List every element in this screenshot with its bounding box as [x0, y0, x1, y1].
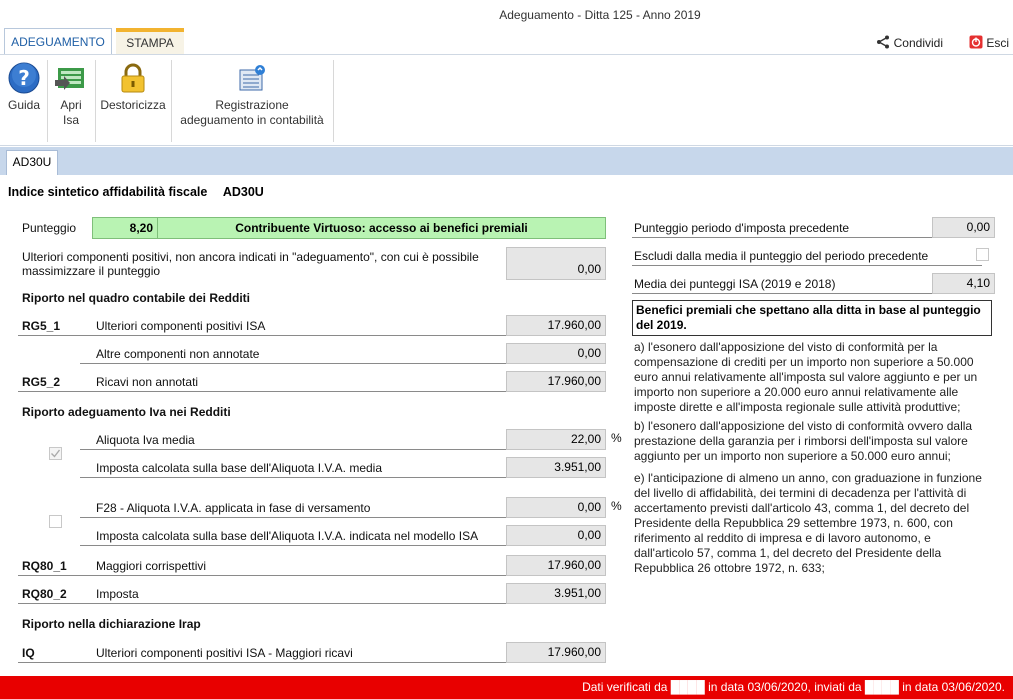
page-title-code: AD30U — [222, 185, 264, 199]
iva-section-title: Riporto adeguamento Iva nei Redditi — [22, 405, 231, 419]
divider — [18, 335, 508, 336]
divider — [18, 575, 508, 576]
iq-field[interactable]: 17.960,00 — [506, 642, 606, 663]
apri-isa-label-2: Isa — [62, 113, 79, 127]
divider — [80, 545, 508, 546]
svg-text:?: ? — [18, 66, 30, 90]
rq80-1-label: Maggiori corrispettivi — [96, 559, 207, 573]
aliquota-field[interactable]: 22,00 — [506, 429, 606, 450]
rg5-2-field[interactable]: 17.960,00 — [506, 371, 606, 392]
rg5-1-field[interactable]: 17.960,00 — [506, 315, 606, 336]
lock-icon — [117, 62, 149, 94]
registrazione-button[interactable] — [174, 62, 330, 128]
divider — [80, 449, 508, 450]
exit-button[interactable] — [969, 35, 1009, 50]
ribbon-separator — [95, 60, 96, 142]
punteggio-value: 8,20 — [92, 217, 158, 239]
divider — [18, 391, 508, 392]
divider — [632, 237, 934, 238]
divider — [80, 363, 508, 364]
ribbon-separator — [171, 60, 172, 142]
benefici-paragraph-e: e) l'anticipazione di almeno un anno, con graduazione in funzione del livello di affidabilità, dei termini di decadenza per l'attività di accertamento previsti dall'articolo 43, comma 1, del decreto del Presidente della Repubblica 29 settembre 1973, n. 600, con riferimento al reddito di impresa e di lavoro autonomo, e dall'articolo 57, comma 1, del decreto del Presidente della Repubblica 26 ottobre 1972, n. 633; — [634, 471, 982, 575]
ribbon-separator — [333, 60, 334, 142]
divider — [18, 662, 508, 663]
punteggio-status: Contribuente Virtuoso: accesso ai benefici premiali — [157, 217, 606, 239]
registrazione-label-1: Registrazione — [215, 98, 289, 112]
divider — [80, 517, 508, 518]
rg5-2-code: RG5_2 — [22, 375, 61, 389]
rq80-2-label: Imposta — [96, 587, 139, 601]
divider — [632, 265, 982, 266]
iq-label: Ulteriori componenti positivi ISA - Maggiori ricavi — [96, 646, 353, 660]
f28-label: F28 - Aliquota I.V.A. applicata in fase di versamento — [96, 501, 371, 515]
ulteriori-label-1: Ulteriori componenti positivi, non ancora indicati in "adeguamento", con cui è possibile — [22, 250, 479, 264]
tab-ad30u[interactable]: AD30U — [6, 150, 58, 175]
status-footer: Dati verificati da ████ in data 03/06/2020, inviati da ████ in data 03/06/2020. — [0, 676, 1013, 699]
rq80-1-field[interactable]: 17.960,00 — [506, 555, 606, 576]
aliquota-label: Aliquota Iva media — [96, 433, 195, 447]
rq80-2-field[interactable]: 3.951,00 — [506, 583, 606, 604]
open-isa-icon — [54, 62, 88, 94]
benefici-paragraph-b: b) l'esonero dall'apposizione del visto di conformità ovvero dalla prestazione della garanzia per i rimborsi dell'imposta sul valore aggiunto per un importo non superiore a 50.000 euro annui; — [634, 419, 973, 463]
exit-label: Esci — [986, 36, 1009, 50]
imposta-media-label: Imposta calcolata sulla base dell'Aliquota I.V.A. media — [96, 461, 383, 475]
page-title — [8, 185, 264, 199]
redditi-section-title: Riporto nel quadro contabile dei Redditi — [22, 291, 251, 305]
tab-adeguamento[interactable]: ADEGUAMENTO — [4, 28, 112, 54]
share-label: Condividi — [893, 36, 943, 50]
f28-checkbox[interactable] — [49, 515, 62, 528]
escludi-label: Escludi dalla media il punteggio del periodo precedente — [634, 249, 929, 263]
benefici-paragraph-a: a) l'esonero dall'apposizione del visto di conformità per la compensazione di crediti per un importo non superiore a 50.000 euro annui relativamente all'imposta sul valore aggiunto e per un importo non superiore a 20.000 euro annui relativamente alle imposte dirette e all'imposta regionale sulle attività produttive; — [634, 340, 978, 414]
check-icon — [50, 448, 61, 459]
media-label: Media dei punteggi ISA (2019 e 2018) — [634, 277, 836, 291]
imposta-media-field[interactable]: 3.951,00 — [506, 457, 606, 478]
percent-sign: % — [611, 431, 622, 445]
rq80-2-code: RQ80_2 — [22, 587, 67, 601]
ribbon-separator — [47, 60, 48, 142]
imposta-isa-field[interactable]: 0,00 — [506, 525, 606, 546]
punteggio-precedente-label: Punteggio periodo d'imposta precedente — [634, 221, 850, 235]
registrazione-label-2: adeguamento in contabilità — [180, 113, 324, 127]
rg5-1-code: RG5_1 — [22, 319, 61, 333]
share-icon — [876, 35, 890, 49]
ulteriori-label-2: massimizzare il punteggio — [22, 264, 161, 278]
guida-button[interactable] — [4, 62, 44, 113]
divider — [18, 603, 508, 604]
escludi-checkbox[interactable] — [976, 248, 989, 261]
media-field[interactable]: 4,10 — [932, 273, 995, 294]
aliquota-media-checkbox[interactable] — [49, 447, 62, 460]
f28-field[interactable]: 0,00 — [506, 497, 606, 518]
apri-isa-button[interactable] — [50, 62, 92, 128]
imposta-isa-label: Imposta calcolata sulla base dell'Aliquota I.V.A. indicata nel modello ISA — [96, 529, 479, 543]
exit-icon — [969, 35, 983, 49]
rg5-2-label: Ricavi non annotati — [96, 375, 199, 389]
percent-sign: % — [611, 499, 622, 513]
rg5-1-label: Ulteriori componenti positivi ISA — [96, 319, 266, 333]
subtab-bar — [0, 147, 1013, 175]
irap-section-title: Riporto nella dichiarazione Irap — [22, 617, 201, 631]
ulteriori-field[interactable]: 0,00 — [506, 247, 606, 280]
share-button[interactable] — [876, 35, 943, 50]
punteggio-label: Punteggio — [22, 221, 77, 235]
altre-field[interactable]: 0,00 — [506, 343, 606, 364]
rq80-1-code: RQ80_1 — [22, 559, 67, 573]
destoricizza-button[interactable] — [98, 62, 168, 113]
page-title-text: Indice sintetico affidabilità fiscale — [8, 185, 208, 199]
apri-isa-label-1: Apri — [60, 98, 82, 112]
help-icon — [8, 62, 40, 94]
tab-stampa[interactable]: STAMPA — [116, 28, 184, 54]
benefici-title: Benefici premiali che spettano alla ditta in base al punteggio del 2019. — [632, 300, 992, 336]
destoricizza-label: Destoricizza — [100, 98, 166, 112]
window-title: Adeguamento - Ditta 125 - Anno 2019 — [499, 8, 701, 22]
accounting-register-icon — [236, 62, 268, 94]
guida-label: Guida — [7, 98, 41, 112]
punteggio-precedente-field[interactable]: 0,00 — [932, 217, 995, 238]
altre-label: Altre componenti non annotate — [96, 347, 260, 361]
divider — [632, 293, 934, 294]
iq-code: IQ — [22, 646, 35, 660]
divider — [80, 477, 508, 478]
